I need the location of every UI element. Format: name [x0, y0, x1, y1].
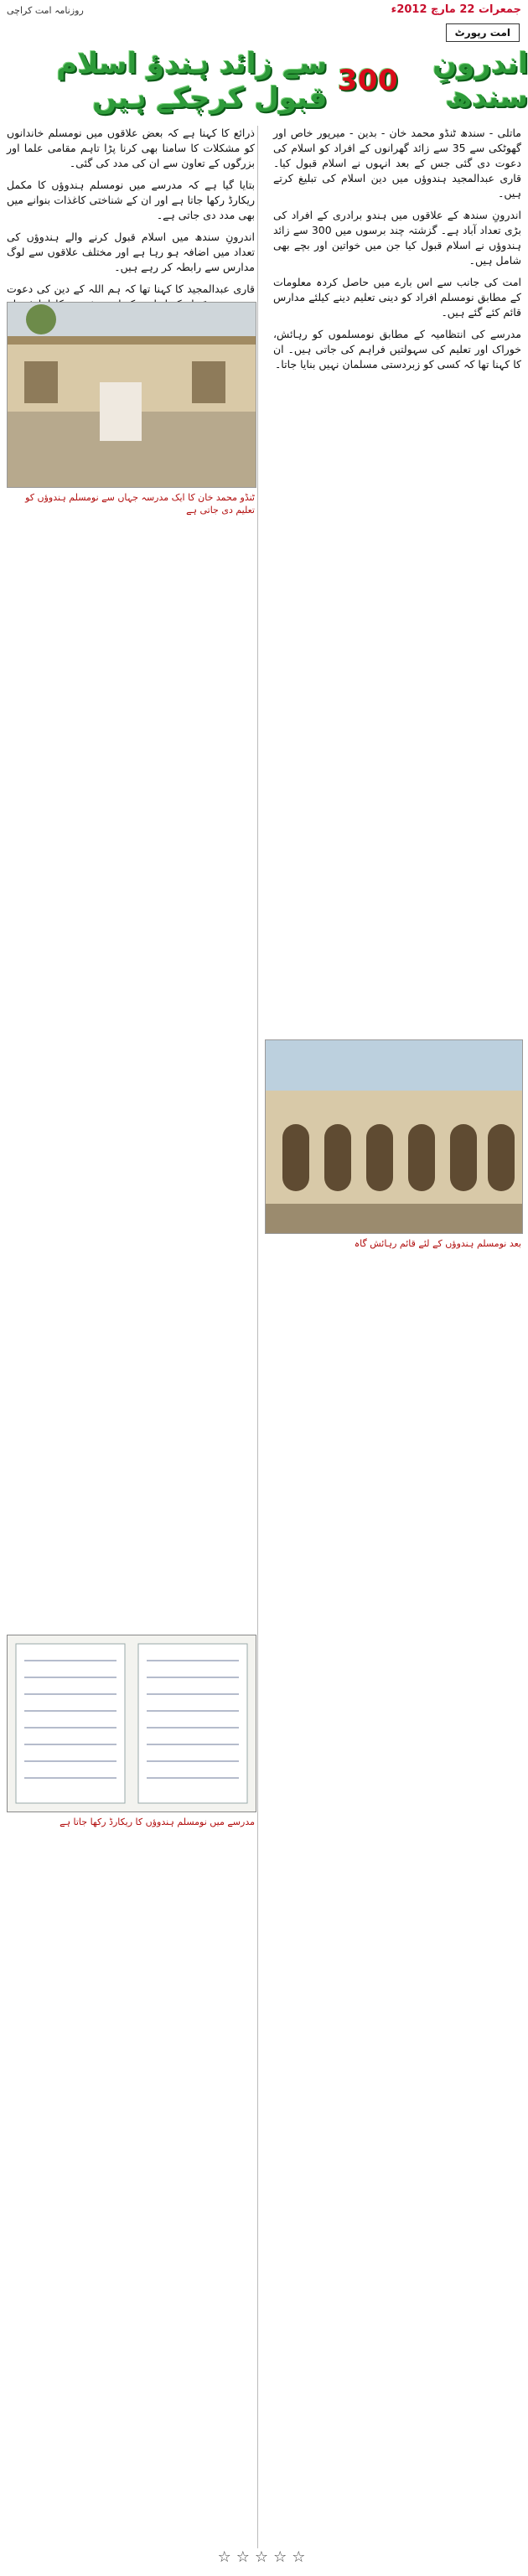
headline-number: 300 — [337, 64, 399, 97]
article-paragraph: قاری عبدالمجید کا کہنا تھا کہ ہم اللہ کے دین کی دعوت — [7, 282, 255, 295]
article-paragraph: اندرونِ سندھ میں اسلام قبول کرنے والے ہندوؤں کی تعداد میں اضافہ ہو رہا ہے اور مختلف علاقوں سے لوگ مدارس سے رابطہ کر رہے ہیں۔ — [7, 231, 255, 273]
madrasa-photo-caption: ٹنڈو محمد خان کا ایک مدرسہ جہاں سے نومسلم ہندوؤں کو تعلیم دی جاتی ہے — [25, 492, 255, 516]
article-paragraph: ماتلی - سندھ ٹنڈو محمد خان - بدین - میرپور خاص اور گھوٹکی سے 35 سے زائد گھرانوں کے افراد کو اسلام کی دعوت دی گئی جس کے بعد انہوں نے اسلام قبول کیا۔ قاری عبدالمجید ہندوؤں میں دین اسلام کی تبلیغ کرتے ہیں۔ — [273, 127, 521, 200]
building-illustration — [266, 1040, 522, 1233]
register-photo-caption: مدرسے میں نومسلم ہندوؤں کا ریکارڈ رکھا جاتا ہے — [60, 1817, 255, 1827]
article-left-column — [7, 126, 255, 2548]
register-photo — [7, 1635, 256, 1812]
article-right-column — [273, 126, 521, 2548]
footer-stars: ☆☆☆☆☆ — [217, 2548, 311, 2566]
headline-banner — [0, 47, 528, 115]
headline-prefix: اندرونِ سندھ — [432, 47, 528, 114]
madrasa-photo — [7, 302, 256, 488]
register-illustration — [8, 1635, 256, 1811]
article-columns — [7, 126, 521, 2548]
article-paragraph: بتایا گیا ہے کہ مدرسے میں نومسلم ہندوؤں کا مکمل ریکارڈ رکھا جاتا ہے اور ان کے شناختی کاغذات بنوانے میں بھی مدد دی جاتی ہے۔ — [7, 179, 255, 221]
headline-suffix: سے زائد ہندؤ اسلام قبول کرچکے ہیں — [56, 47, 328, 115]
article-paragraph: اندرونِ سندھ کے علاقوں میں ہندو برادری کے افراد کی بڑی تعداد آباد ہے۔ گزشتہ چند برسوں میں 300 سے زائد ہندوؤں نے اسلام قبول کیا جن میں خواتین اور بچے بھی شامل ہیں۔ — [273, 209, 522, 267]
byline-box: امت رپورٹ — [446, 23, 520, 42]
headline-text — [0, 47, 528, 115]
building-photo-caption: بعد نومسلم ہندوؤں کے لئے قائم رہائش گاہ — [354, 1238, 521, 1249]
madrasa-illustration — [8, 303, 256, 487]
building-photo — [265, 1039, 523, 1234]
article-paragraph: مدرسے کی انتظامیہ کے مطابق نومسلموں کو رہائش، خوراک اور تعلیم کی سہولتیں فراہم کی جاتی ہیں۔ ان کا کہنا تھا کہ کسی کو زبردستی مسلمان نہیں بنایا جاتا۔ — [273, 328, 521, 371]
publication-place: روزنامہ امت کراچی — [7, 5, 84, 16]
article-paragraph: امت کی جانب سے اس بارے میں حاصل کردہ معلومات کے مطابق نومسلم افراد کو دینی تعلیم دینے کیلئے مدارس قائم کئے گئے ہیں۔ — [273, 276, 521, 319]
article-paragraph: ذرائع کا کہنا ہے کہ بعض علاقوں میں نومسلم خاندانوں کو مشکلات کا سامنا بھی کرنا پڑا تاہم مقامی علما اور بزرگوں کے تعاون سے ان کی مدد کی گئی۔ — [7, 127, 255, 169]
publication-date: جمعرات 22 مارچ 2012ء — [391, 3, 521, 16]
